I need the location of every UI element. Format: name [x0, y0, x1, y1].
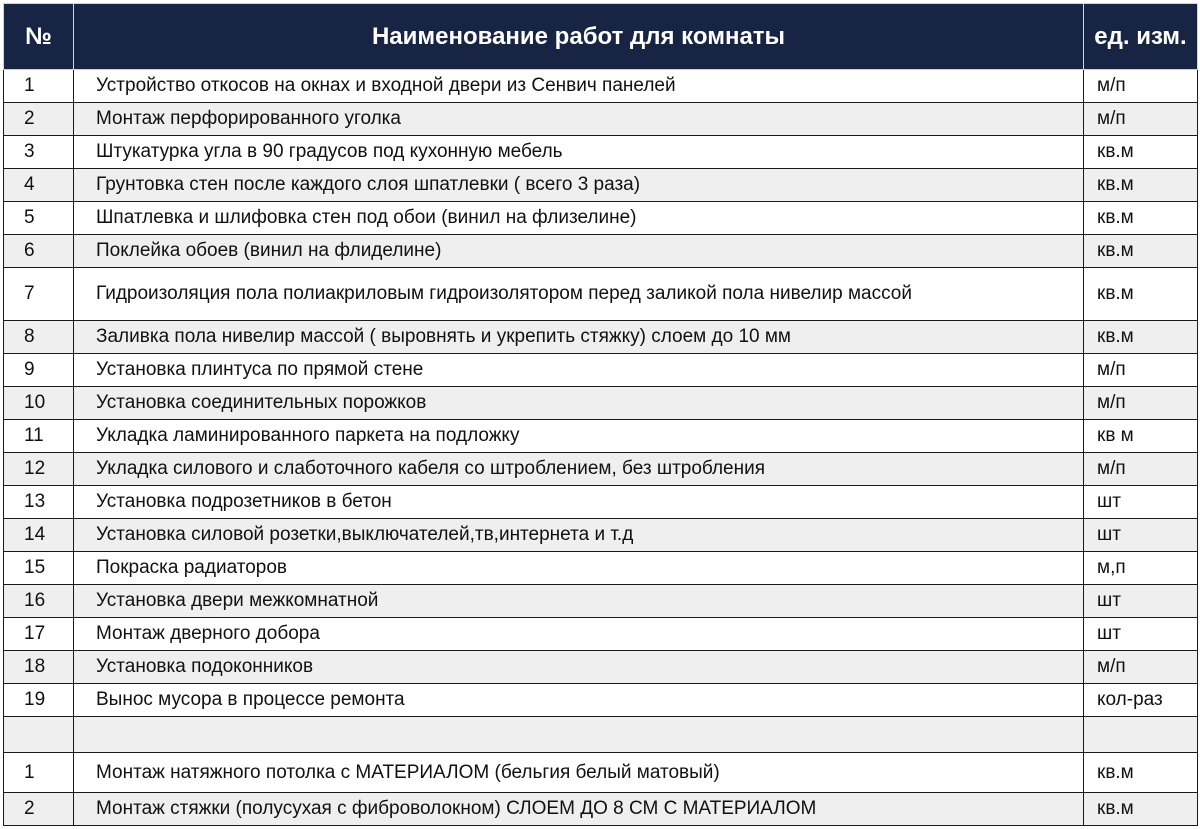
table-row — [4, 519, 1198, 552]
row-unit: м/п — [1084, 103, 1198, 136]
table-row — [4, 453, 1198, 486]
row-unit: м/п — [1084, 354, 1198, 387]
row-num: 13 — [4, 486, 74, 519]
row-unit: шт — [1084, 618, 1198, 651]
row-num: 7 — [4, 268, 74, 321]
row-name: Установка подоконников — [74, 651, 1084, 684]
row-num: 2 — [4, 103, 74, 136]
row-unit: кв м — [1084, 420, 1198, 453]
row-num: 14 — [4, 519, 74, 552]
table-row — [4, 103, 1198, 136]
row-num: 2 — [4, 793, 74, 826]
table-row — [4, 793, 1198, 826]
row-unit: кв.м — [1084, 136, 1198, 169]
header-row — [4, 4, 1198, 70]
row-unit: шт — [1084, 585, 1198, 618]
row-num: 4 — [4, 169, 74, 202]
row-name: Поклейка обоев (винил на флиделине) — [74, 235, 1084, 268]
row-unit: м,п — [1084, 552, 1198, 585]
row-unit: кв.м — [1084, 321, 1198, 354]
row-unit: кв.м — [1084, 169, 1198, 202]
row-unit: м/п — [1084, 453, 1198, 486]
table-row — [4, 753, 1198, 793]
table-row — [4, 202, 1198, 235]
row-num: 16 — [4, 585, 74, 618]
row-num: 6 — [4, 235, 74, 268]
table-row — [4, 136, 1198, 169]
table-row — [4, 354, 1198, 387]
row-name: Укладка ламинированного паркета на подложку — [74, 420, 1084, 453]
table-row — [4, 387, 1198, 420]
row-num: 19 — [4, 684, 74, 717]
table-row — [4, 70, 1198, 103]
row-unit: кв.м — [1084, 235, 1198, 268]
table-row — [4, 169, 1198, 202]
table-row — [4, 552, 1198, 585]
row-num: 11 — [4, 420, 74, 453]
row-name: Установка соединительных порожков — [74, 387, 1084, 420]
row-num: 17 — [4, 618, 74, 651]
row-name: Вынос мусора в процессе ремонта — [74, 684, 1084, 717]
row-unit: кол-раз — [1084, 684, 1198, 717]
row-num: 18 — [4, 651, 74, 684]
row-unit: кв.м — [1084, 202, 1198, 235]
row-unit: шт — [1084, 486, 1198, 519]
table-row — [4, 321, 1198, 354]
row-name: Укладка силового и слаботочного кабеля со штроблением, без штробления — [74, 453, 1084, 486]
row-name: Покраска радиаторов — [74, 552, 1084, 585]
header-name: Наименование работ для комнаты — [74, 4, 1084, 70]
row-unit: м/п — [1084, 651, 1198, 684]
row-name: Монтаж перфорированного уголка — [74, 103, 1084, 136]
empty-cell — [1084, 717, 1198, 753]
table-row — [4, 684, 1198, 717]
header-num: № — [4, 4, 74, 70]
row-num: 9 — [4, 354, 74, 387]
row-name: Установка силовой розетки,выключателей,тв,интернета и т.д — [74, 519, 1084, 552]
row-name: Гидроизоляция пола полиакриловым гидроизолятором перед заликой пола нивелир массой — [74, 268, 1084, 321]
row-name: Монтаж стяжки (полусухая с фиброволокном) СЛОЕМ ДО 8 СМ С МАТЕРИАЛОМ — [74, 793, 1084, 826]
row-unit: шт — [1084, 519, 1198, 552]
row-name: Штукатурка угла в 90 градусов под кухонную мебель — [74, 136, 1084, 169]
row-num: 5 — [4, 202, 74, 235]
row-num: 15 — [4, 552, 74, 585]
row-unit: кв.м — [1084, 268, 1198, 321]
empty-cell — [74, 717, 1084, 753]
table-row — [4, 235, 1198, 268]
works-table — [3, 3, 1198, 826]
row-name: Монтаж дверного добора — [74, 618, 1084, 651]
row-name: Устройство откосов на окнах и входной двери из Сенвич панелей — [74, 70, 1084, 103]
row-name: Установка плинтуса по прямой стене — [74, 354, 1084, 387]
row-unit: м/п — [1084, 70, 1198, 103]
row-name: Грунтовка стен после каждого слоя шпатлевки ( всего 3 раза) — [74, 169, 1084, 202]
empty-cell — [4, 717, 74, 753]
row-num: 3 — [4, 136, 74, 169]
table-row — [4, 486, 1198, 519]
table-row — [4, 268, 1198, 321]
table-row — [4, 585, 1198, 618]
row-num: 12 — [4, 453, 74, 486]
row-num: 1 — [4, 70, 74, 103]
row-name: Установка двери межкомнатной — [74, 585, 1084, 618]
row-name: Установка подрозетников в бетон — [74, 486, 1084, 519]
table-row — [4, 618, 1198, 651]
row-unit: м/п — [1084, 387, 1198, 420]
row-num: 10 — [4, 387, 74, 420]
row-unit: кв.м — [1084, 793, 1198, 826]
row-num: 1 — [4, 753, 74, 793]
table-row — [4, 420, 1198, 453]
row-name: Заливка пола нивелир массой ( выровнять и укрепить стяжку) слоем до 10 мм — [74, 321, 1084, 354]
empty-separator-row — [4, 717, 1198, 753]
row-name: Монтаж натяжного потолка с МАТЕРИАЛОМ (бельгия белый матовый) — [74, 753, 1084, 793]
header-unit: ед. изм. — [1084, 4, 1198, 70]
row-name: Шпатлевка и шлифовка стен под обои (винил на флизелине) — [74, 202, 1084, 235]
row-num: 8 — [4, 321, 74, 354]
row-unit: кв.м — [1084, 753, 1198, 793]
table-row — [4, 651, 1198, 684]
